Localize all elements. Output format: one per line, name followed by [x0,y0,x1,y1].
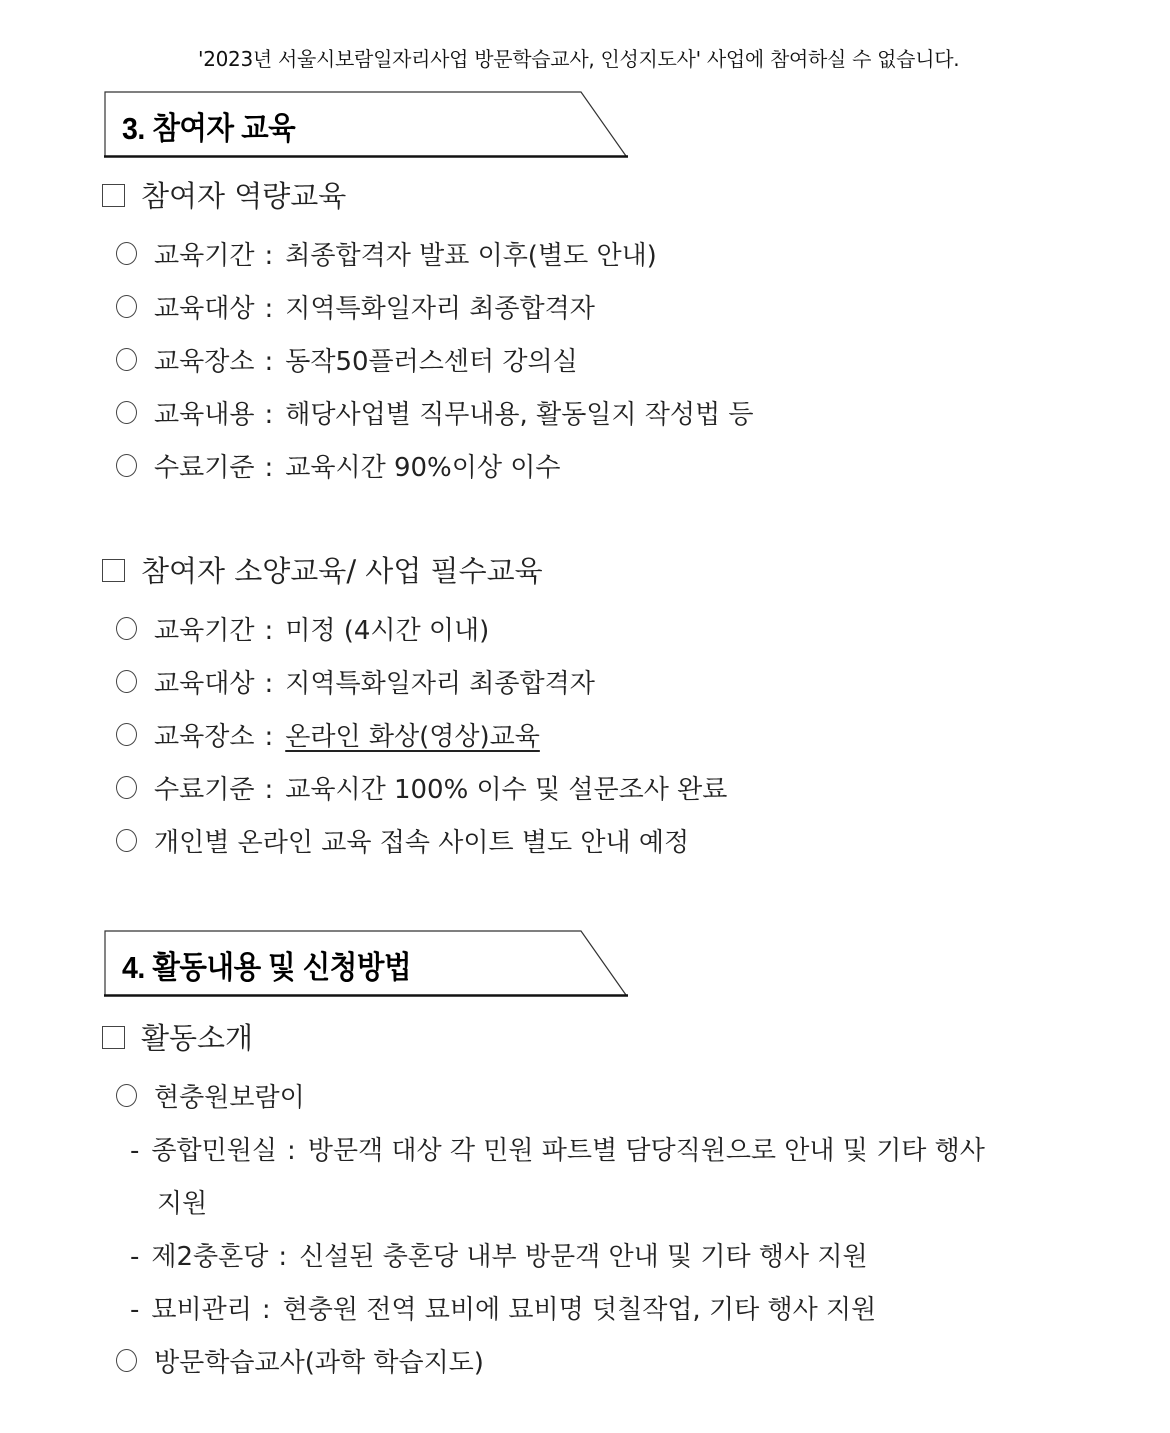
item-label: 교육내용 [154,400,255,430]
colon-separator: : [264,775,274,805]
circle-bullet-icon [116,776,137,799]
colon-separator: : [264,616,274,646]
circle-bullet-icon [116,401,137,424]
list-item [116,769,727,806]
square-bullet-icon [102,1026,125,1049]
square-bullet-icon [102,184,125,207]
item-value: 교육시간 100% 이수 및 설문조사 완료 [285,775,728,805]
circle-bullet-icon [116,348,137,371]
group-heading-capacity-training [102,174,346,215]
item-value: 해당사업별 직무내용, 활동일지 작성법 등 [285,400,754,430]
colon-separator: : [264,241,274,271]
section-3-title: 3. 참여자 교육 [122,111,296,146]
dash-bullet: - [130,1295,140,1325]
list-item [116,235,657,272]
item-label: 교육대상 [154,294,255,324]
colon-separator: : [264,453,274,483]
colon-separator: : [264,347,274,377]
list-item [116,288,595,325]
list-item [116,394,754,431]
list-item [116,341,578,378]
program-name: 현충원보람이 [154,1083,305,1113]
detail-value: 신설된 충혼당 내부 방문객 안내 및 기타 행사 지원 [299,1242,868,1272]
list-item [116,822,689,859]
item-value: 미정 (4시간 이내) [285,616,490,646]
detail-label: 제2충혼당 [151,1242,269,1272]
item-value: 지역특화일자리 최종합격자 [285,669,595,699]
group-heading-activity-intro [102,1016,253,1057]
item-label: 교육기간 [154,241,255,271]
colon-separator: : [261,1295,271,1325]
program-item [116,1077,305,1114]
colon-separator: : [264,294,274,324]
circle-bullet-icon [116,454,137,477]
dash-bullet: - [130,1242,140,1272]
section-4-header [104,930,628,996]
section-4-title: 4. 활동내용 및 신청방법 [122,950,412,985]
item-value: 동작50플러스센터 강의실 [285,347,578,377]
detail-label: 묘비관리 [151,1295,252,1325]
group-heading-text: 참여자 소양교육/ 사업 필수교육 [141,554,543,588]
section-3-header [104,91,628,157]
detail-item [130,1289,876,1326]
colon-separator: : [264,400,274,430]
program-name: 방문학습교사(과학 학습지도) [154,1348,484,1378]
list-item [116,716,556,753]
colon-separator: : [264,669,274,699]
circle-bullet-icon [116,617,137,640]
item-label: 교육기간 [154,616,255,646]
detail-value: 방문객 대상 각 민원 파트별 담당직원으로 안내 및 기타 행사 [307,1136,985,1166]
dash-bullet: - [130,1136,140,1166]
item-label: 수료기준 [154,453,255,483]
item-label: 교육장소 [154,722,255,752]
list-item [116,610,489,647]
detail-value: 현충원 전역 묘비에 묘비명 덧칠작업, 기타 행사 지원 [282,1295,877,1325]
program-item [116,1342,484,1379]
top-note: '2023년 서울시보람일자리사업 방문학습교사, 인성지도사' 사업에 참여하실 수 없습니다. [198,47,960,71]
item-value-underlined: 온라인 화상(영상)교육 [285,722,540,752]
detail-label: 종합민원실 [151,1136,277,1166]
colon-separator: : [264,722,274,752]
item-value: 최종합격자 발표 이후(별도 안내) [285,241,657,271]
circle-bullet-icon [116,242,137,265]
circle-bullet-icon [116,295,137,318]
circle-bullet-icon [116,1349,137,1372]
detail-continuation: 지원 [157,1189,208,1219]
colon-separator: : [286,1136,296,1166]
item-value: 지역특화일자리 최종합격자 [285,294,595,324]
group-heading-required-training [102,549,543,590]
circle-bullet-icon [116,670,137,693]
detail-item [130,1130,985,1167]
circle-bullet-icon [116,829,137,852]
detail-item [130,1236,868,1273]
item-label: 교육대상 [154,669,255,699]
square-bullet-icon [102,559,125,582]
list-item [116,447,560,484]
circle-bullet-icon [116,723,137,746]
circle-bullet-icon [116,1084,137,1107]
item-label: 교육장소 [154,347,255,377]
group-heading-text: 활동소개 [141,1021,254,1055]
item-value: 교육시간 90%이상 이수 [285,453,561,483]
list-item [116,663,595,700]
colon-separator: : [278,1242,288,1272]
group-heading-text: 참여자 역량교육 [141,179,347,213]
item-note: 개인별 온라인 교육 접속 사이트 별도 안내 예정 [154,828,690,858]
item-label: 수료기준 [154,775,255,805]
